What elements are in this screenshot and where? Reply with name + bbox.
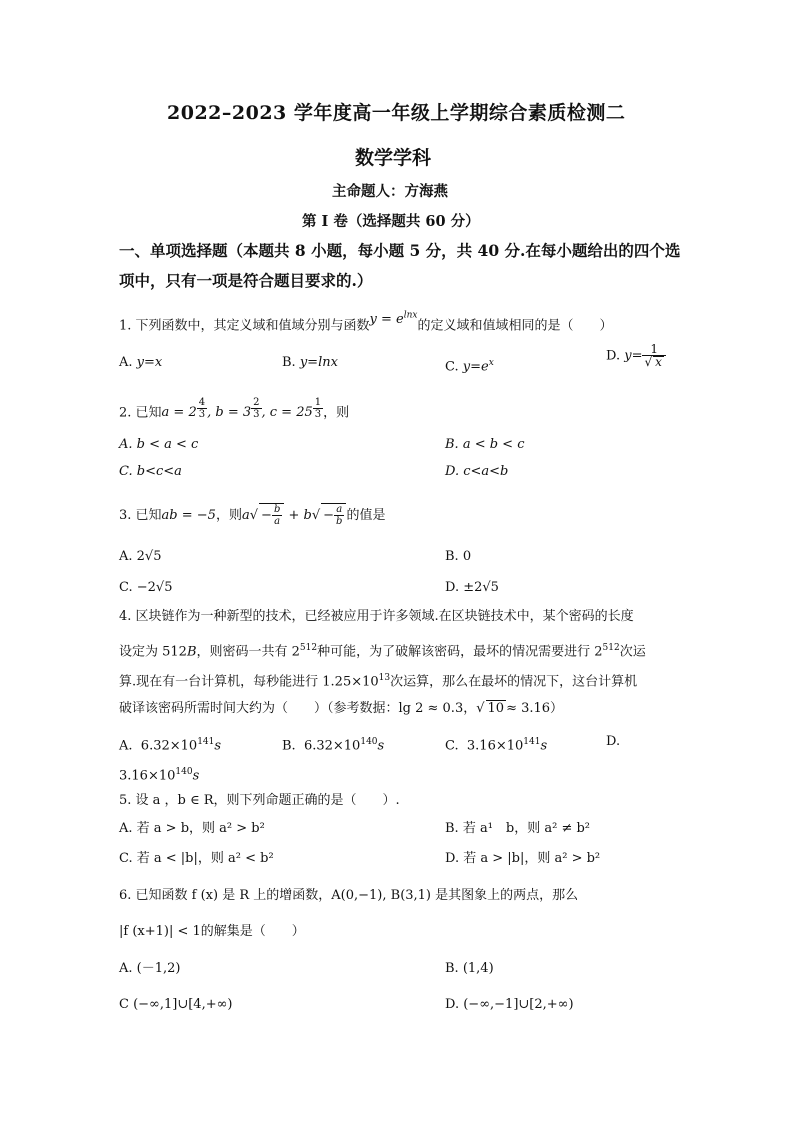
q4-option-a-label: A. xyxy=(119,738,133,754)
exam-title: 2022–2023 学年度高一年级上学期综合素质检测二 xyxy=(167,102,626,124)
q3-stem-mid: ，则 xyxy=(215,508,242,523)
q1-option-c-text: y=e xyxy=(462,359,489,375)
q1-option-d: D. y= $\frac{1}{√ x}$ xyxy=(606,344,666,368)
q1-option-d-label: D. xyxy=(606,348,621,364)
q6-line-2: |f (x+1)| < 1的解集是（ ） xyxy=(119,924,305,939)
q1-option-b xyxy=(282,355,338,371)
q4-line-1: 4. 区块链作为一种新型的技术，已经被应用于许多领域.在区块链技术中，某个密码的长度 xyxy=(119,609,634,624)
q6-option-b: B. (1,4) xyxy=(445,961,494,976)
q4-exp-512-b: 512 xyxy=(602,643,620,653)
q4-option-a-text: 6.32×10 xyxy=(140,738,198,754)
q4-line-2c: 种可能，为了破解该密码，最坏的情况需要进行 2 xyxy=(317,644,603,660)
q4-option-a-exp: 141 xyxy=(197,737,215,747)
q4-option-b-label: B. xyxy=(282,738,296,754)
q6-option-c: C (−∞,1]∪[4,+∞) xyxy=(119,997,233,1012)
q4-line-2d: 次运 xyxy=(619,644,646,660)
q4-option-c xyxy=(445,734,547,754)
question-2-stem xyxy=(119,397,349,421)
q3-condition: ab = −5 xyxy=(161,508,216,523)
q4-option-a xyxy=(119,734,221,754)
q1-option-a xyxy=(119,355,162,371)
subject-title: 数学学科 xyxy=(355,147,432,169)
q1-function: $y = e^{lnx}$ xyxy=(369,311,418,328)
q5-option-d: D. 若 a > |b|，则 a² > b² xyxy=(445,851,601,866)
q4-line-2: 设定为 512B，则密码一共有 $2^{512}$种可能，为了破解该密码，最坏的情况需要进行 $2^{512}$次运 xyxy=(119,643,646,660)
q4-option-c-exp: 141 xyxy=(523,737,541,747)
q5-option-a: A. 若 a > b，则 a² > b² xyxy=(119,821,265,836)
q4-line-4: 破译该密码所需时间大约为（ ）（参考数据：lg 2 ≈ 0.3，√ 10 ≈ 3.16） xyxy=(119,701,564,716)
q4-option-c-text: 3.16×10 xyxy=(466,738,524,754)
q4-option-b xyxy=(282,734,384,754)
q4-line-4a: 破译该密码所需时间大约为（ ）（参考数据：lg 2 ≈ 0.3， xyxy=(119,701,477,716)
q4-option-b-unit: s xyxy=(377,738,385,754)
q4-line-3 xyxy=(119,670,637,690)
q4-exp-13: 13 xyxy=(378,673,391,683)
q1-stem-end: 的定义域和值域相同的是（ ） xyxy=(417,318,613,334)
q2-option-c: C. b<c<a xyxy=(119,464,182,479)
section-heading-line2: 项中，只有一项是符合题目要求的.） xyxy=(119,271,373,290)
q1-option-c: C. $y=e^x$ xyxy=(445,358,494,375)
q5-option-b: B. 若 a¹ b，则 a² ≠ b² xyxy=(445,821,591,836)
q3-option-d: D. ±2√5 xyxy=(445,580,499,595)
q4-option-c-label: C. xyxy=(445,738,459,754)
q4-line-3a: 算.现在有一台计算机，每秒能进行 1.25×10 xyxy=(119,674,379,690)
q4-option-c-unit: s xyxy=(540,738,548,754)
q1-option-a-text: y=x xyxy=(136,355,163,370)
q5-option-c: C. 若 a < |b|，则 a² < b² xyxy=(119,851,274,866)
q4-option-d xyxy=(119,764,199,784)
q2-stem-end: ，则 xyxy=(323,405,350,421)
q4-line-2a: 设定为 512 xyxy=(119,644,187,660)
volume-line: 第 I 卷（选择题共 60 分） xyxy=(302,213,480,230)
q1-stem-start: 1. 下列函数中，其定义域和值域分别与函数 xyxy=(119,318,370,334)
q4-option-d-unit: s xyxy=(192,768,200,784)
section-heading-line1: 一、单项选择题（本题共 8 小题，每小题 5 分，共 40 分.在每小题给出的四个选 xyxy=(119,241,681,260)
q3-option-c: C. −2√5 xyxy=(119,580,173,595)
q1-option-a-label: A. xyxy=(119,355,133,370)
q3-expression: a√ − $\frac{b}{a}$ + b√ − $\frac{a}{b}$ xyxy=(242,508,346,523)
q3-stem-start: 3. 已知 xyxy=(119,508,162,523)
q2-option-a: A. b < a < c xyxy=(119,437,199,452)
author-line: 主命题人：方海燕 xyxy=(332,183,448,200)
q4-line-3b: 次运算，那么在最坏的情况下，这台计算机 xyxy=(390,674,638,690)
q1-option-b-label: B. xyxy=(282,355,296,370)
question-3-stem xyxy=(119,503,385,527)
q3-stem-end: 的值是 xyxy=(346,508,386,523)
section-heading xyxy=(119,236,680,296)
q2-stem-start: 2. 已知 xyxy=(119,405,162,421)
q4-option-b-text: 6.32×10 xyxy=(303,738,361,754)
q1-option-c-label: C. xyxy=(445,359,459,375)
question-5-stem: 5. 设 a ，b ∈ R，则下列命题正确的是（ ）. xyxy=(119,793,400,808)
q4-option-d-text: 3.16×10 xyxy=(119,768,176,784)
q4-option-d-label: D. xyxy=(606,734,621,749)
q6-option-a: A. (－1,2) xyxy=(119,961,181,976)
q2-option-b: B. a < b < c xyxy=(445,437,525,452)
q4-option-d-exp: 140 xyxy=(175,767,193,777)
q3-option-a: A. 2√5 xyxy=(119,549,162,564)
question-1-stem xyxy=(119,311,613,334)
q2-option-d: D. c<a<b xyxy=(445,464,509,479)
q4-line-2b: ，则密码一共有 2 xyxy=(196,644,300,660)
q4-option-a-unit: s xyxy=(214,738,222,754)
q2-definitions: a = 2 $^{\frac{4}{3}}$ , b = 3 $^{\frac{2}{3}}$ , c = 25 $^{\frac{1}{3}}$ xyxy=(161,397,322,421)
q1-option-b-text: y=lnx xyxy=(299,355,338,370)
q3-option-b: B. 0 xyxy=(445,549,472,564)
q4-option-b-exp: 140 xyxy=(360,737,378,747)
q6-line-1: 6. 已知函数 f (x) 是 R 上的增函数，A(0,−1), B(3,1) 是其图象上的两点，那么 xyxy=(119,888,579,903)
q4-line-4b: ≈ 3.16） xyxy=(506,701,564,716)
q4-exp-512-a: 512 xyxy=(299,643,318,653)
q1-option-d-text: y= xyxy=(624,348,643,364)
q6-option-d: D. (−∞,−1]∪[2,+∞) xyxy=(445,997,574,1012)
